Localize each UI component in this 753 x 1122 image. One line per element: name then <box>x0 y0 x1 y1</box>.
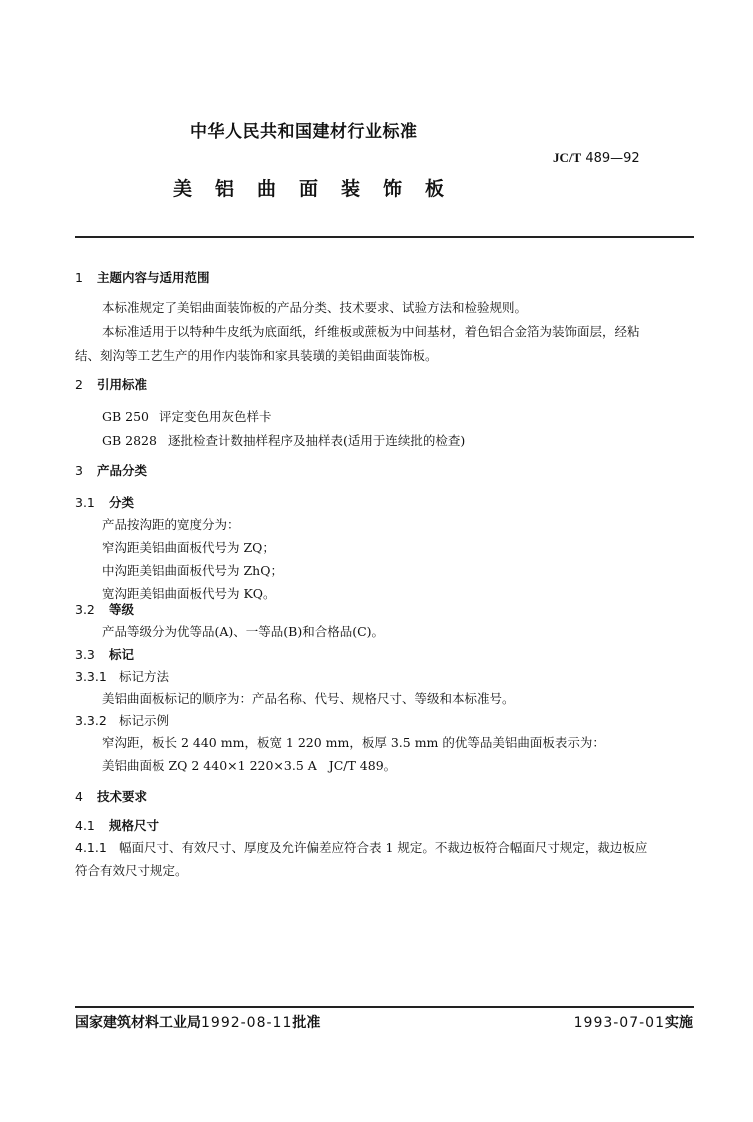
section-number: 1 <box>75 270 83 285</box>
approver: 国家建筑材料工业局 <box>75 1015 201 1031</box>
subsection-number: 4.1.1 <box>75 840 107 855</box>
subsection-title: 标记 <box>109 647 135 662</box>
section-1-heading <box>75 268 210 286</box>
subsection-title: 标记方法 <box>119 669 170 684</box>
section-number: 4 <box>75 789 83 804</box>
subsection-3-3-2-heading <box>75 711 169 729</box>
subsection-title: 规格尺寸 <box>109 818 160 833</box>
section-number: 3 <box>75 463 83 478</box>
subsection-number: 3.1 <box>75 495 95 510</box>
standard-code <box>553 150 640 166</box>
subsection-title: 分类 <box>109 495 135 510</box>
document-title: 美铝曲面装饰板 <box>173 178 468 200</box>
subsection-number: 4.1 <box>75 818 95 833</box>
reference-title: 评定变色用灰色样卡 <box>159 409 272 424</box>
paragraph: 中沟距美铝曲面板代号为 ZhQ； <box>102 563 283 578</box>
paragraph: 产品按沟距的宽度分为： <box>102 517 240 532</box>
subsection-4-1-heading <box>75 816 159 834</box>
reference-title: 逐批检查计数抽样程序及抽样表(适用于连续批的检查) <box>168 433 466 448</box>
effective-label: 实施 <box>665 1015 693 1031</box>
subsection-title: 等级 <box>109 602 135 617</box>
subsection-3-3-1-heading <box>75 667 169 685</box>
reference-item <box>102 431 465 449</box>
subsection-number: 3.3 <box>75 647 95 662</box>
standard-code-prefix: JC/T <box>553 150 582 165</box>
subsection-3-2-heading <box>75 600 134 618</box>
subsection-number: 3.2 <box>75 602 95 617</box>
approve-date: 1992-08-11 <box>201 1015 293 1031</box>
approve-label: 批准 <box>292 1015 321 1031</box>
standard-organization: 中华人民共和国建材行业标准 <box>190 122 418 142</box>
section-number: 2 <box>75 377 83 392</box>
paragraph: 本标准规定了美铝曲面装饰板的产品分类、技术要求、试验方法和检验规则。 <box>102 300 528 315</box>
paragraph: 符合有效尺寸规定。 <box>75 863 188 878</box>
paragraph: 结、刻沟等工艺生产的用作内装饰和家具装璜的美铝曲面装饰板。 <box>75 348 438 363</box>
subsection-number: 3.3.1 <box>75 669 107 684</box>
paragraph: 窄沟距美铝曲面板代号为 ZQ； <box>102 540 275 555</box>
reference-item <box>102 407 272 425</box>
header-divider <box>75 236 694 238</box>
section-3-heading <box>75 461 147 479</box>
reference-code: GB 250 <box>102 409 150 424</box>
section-2-heading <box>75 375 147 393</box>
paragraph: 窄沟距，板长 2 440 mm，板宽 1 220 mm，板厚 3.5 mm 的优等品美铝曲面板表示为： <box>102 735 605 750</box>
effective-info <box>574 1012 693 1032</box>
section-title: 引用标准 <box>97 377 148 392</box>
effective-date: 1993-07-01 <box>573 1015 665 1031</box>
paragraph: 产品等级分为优等品(A)、一等品(B)和合格品(C)。 <box>102 624 385 639</box>
approval-info <box>75 1012 320 1032</box>
subsection-title: 标记示例 <box>119 713 170 728</box>
subsection-4-1-1-paragraph <box>75 838 647 856</box>
section-title: 技术要求 <box>97 789 148 804</box>
reference-code: GB 2828 <box>102 433 157 448</box>
paragraph: 本标准适用于以特种牛皮纸为底面纸，纤维板或蔗板为中间基材，着色铝合金箔为装饰面层，经粘 <box>102 324 640 339</box>
paragraph: 美铝曲面板标记的顺序为：产品名称、代号、规格尺寸、等级和本标准号。 <box>102 691 515 706</box>
subsection-3-3-heading <box>75 645 134 663</box>
paragraph-text: 幅面尺寸、有效尺寸、厚度及允许偏差应符合表 1 规定。不裁边板符合幅面尺寸规定，裁边板应 <box>119 840 648 855</box>
paragraph: 宽沟距美铝曲面板代号为 KQ。 <box>102 586 276 601</box>
section-4-heading <box>75 787 147 805</box>
section-title: 主题内容与适用范围 <box>97 270 210 285</box>
subsection-3-1-heading <box>75 493 134 511</box>
footer-divider <box>75 1006 694 1008</box>
subsection-number: 3.3.2 <box>75 713 107 728</box>
section-title: 产品分类 <box>97 463 148 478</box>
paragraph: 美铝曲面板 ZQ 2 440×1 220×3.5 A JC/T 489。 <box>102 758 397 773</box>
standard-code-number: 489—92 <box>585 151 640 166</box>
